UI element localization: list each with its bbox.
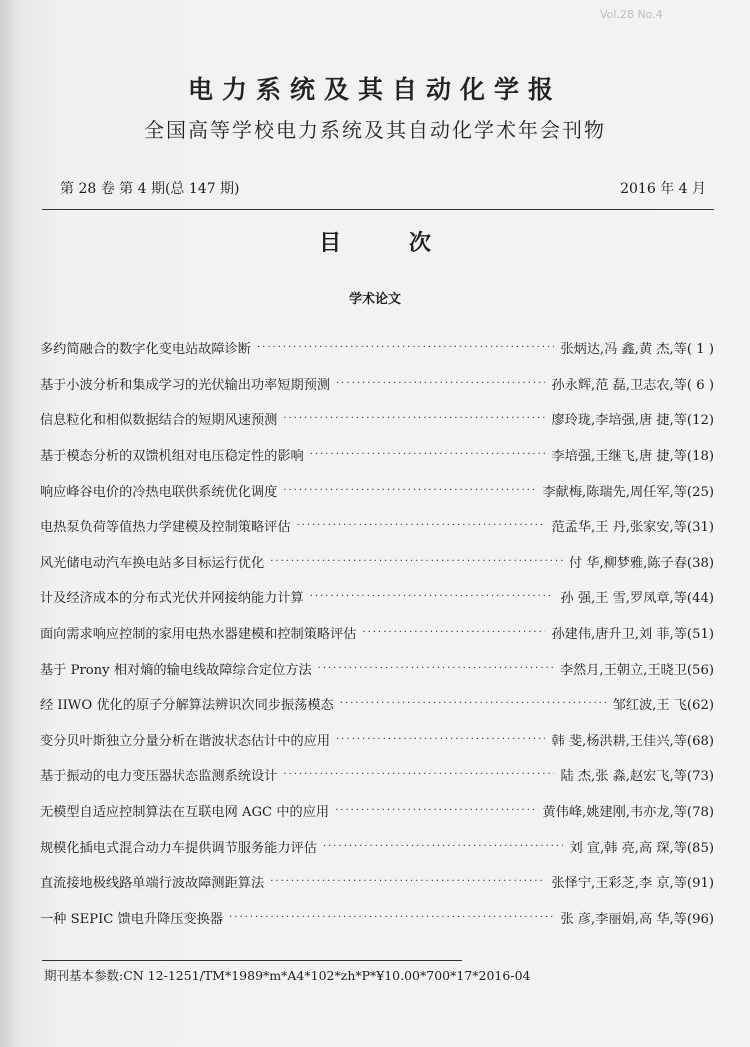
entry-authors-page: 付 华,柳梦雅,陈子春(38) (568, 555, 714, 571)
leader-dots (323, 841, 564, 852)
leader-dots (336, 378, 545, 389)
entry-title: 信息粒化和相似数据结合的短期风速预测 (40, 413, 278, 429)
toc-entry[interactable] (40, 650, 714, 686)
masthead (0, 70, 750, 143)
entry-title: 经 IIWO 优化的原子分解算法辨识次同步振荡模态 (40, 698, 334, 714)
entry-authors-page: 张炳达,冯 鑫,黄 杰,等( 1 ) (560, 342, 714, 358)
entry-title: 计及经济成本的分布式光伏并网接纳能力计算 (40, 591, 304, 607)
toc-entry[interactable] (40, 864, 714, 900)
toc-entry[interactable] (40, 437, 714, 473)
entry-authors-page: 韩 斐,杨洪耕,王佳兴,等(68) (551, 733, 714, 749)
entry-authors-page: 李培强,王继飞,唐 捷,等(18) (551, 449, 714, 465)
leader-dots (335, 805, 536, 816)
entry-authors-page: 黄伟峰,姚建刚,韦亦龙,等(78) (542, 805, 714, 821)
toc-title: 目 次 (319, 231, 461, 256)
divider (42, 209, 714, 210)
leader-dots (310, 449, 546, 460)
entry-title: 基于模态分析的双馈机组对电压稳定性的影响 (40, 449, 304, 465)
leader-dots (310, 591, 555, 602)
toc-list (40, 330, 714, 935)
entry-title: 风光储电动汽车换电站多目标运行优化 (40, 555, 265, 571)
entry-title: 规模化插电式混合动力车提供调节服务能力评估 (40, 840, 317, 856)
issue-date: 2016 年 4 月 (620, 181, 706, 197)
leader-dots (283, 413, 545, 424)
leader-dots (229, 912, 554, 923)
toc-entry[interactable] (40, 828, 714, 864)
toc-entry[interactable] (40, 508, 714, 544)
entry-authors-page: 孙建伟,唐升卫,刘 菲,等(51) (551, 627, 714, 643)
toc-entry[interactable] (40, 579, 714, 615)
leader-dots (270, 556, 563, 567)
toc-entry[interactable] (40, 686, 714, 722)
toc-entry[interactable] (40, 330, 714, 366)
entry-authors-page: 李然月,王朝立,王晓卫(56) (559, 662, 714, 678)
entry-authors-page: 范孟华,王 丹,张家安,等(31) (551, 520, 714, 536)
leader-dots (257, 342, 554, 353)
leader-dots (283, 485, 536, 496)
toc-entry[interactable] (40, 544, 714, 580)
leader-dots (340, 698, 607, 709)
toc-entry[interactable] (40, 401, 714, 437)
toc-entry[interactable] (40, 793, 714, 829)
entry-title: 电热泵负荷等值热力学建模及控制策略评估 (40, 520, 291, 536)
toc-entry[interactable] (40, 472, 714, 508)
toc-entry[interactable] (40, 615, 714, 651)
entry-authors-page: 李献梅,陈瑞先,周任军,等(25) (542, 484, 714, 500)
entry-authors-page: 孙 强,王 雪,罗凤章,等(44) (560, 591, 714, 607)
entry-authors-page: 孙永辉,范 磊,卫志农,等( 6 ) (551, 377, 714, 393)
section-heading: 学术论文 (348, 292, 401, 307)
entry-title: 基于小波分析和集成学习的光伏输出功率短期预测 (40, 377, 331, 393)
toc-entry[interactable] (40, 757, 714, 793)
entry-title: 多约简融合的数字化变电站故障诊断 (40, 342, 251, 358)
footer-divider (42, 960, 462, 961)
journal-title: 电力系统及其自动化学报 (187, 75, 562, 104)
leader-dots (297, 520, 546, 531)
entry-authors-page: 张怿宁,王彩芝,李 京,等(91) (551, 876, 714, 892)
entry-authors-page: 刘 宣,韩 亮,高 琛,等(85) (569, 840, 714, 856)
entry-title: 直流接地极线路单端行波故障测距算法 (40, 876, 265, 892)
leader-dots (363, 627, 546, 638)
entry-authors-page: 张 彦,李丽娟,高 华,等(96) (560, 911, 714, 927)
entry-authors-page: 陆 杰,张 淼,赵宏飞,等(73) (560, 769, 714, 785)
toc-entry[interactable] (40, 722, 714, 758)
entry-title: 变分贝叶斯独立分量分析在谐波状态估计中的应用 (40, 733, 331, 749)
volume-issue: 第 28 卷 第 4 期(总 147 期) (60, 181, 240, 197)
entry-authors-page: 廖玲珑,李培强,唐 捷,等(12) (551, 413, 714, 429)
entry-title: 一种 SEPIC 馈电升降压变换器 (40, 911, 224, 927)
entry-title: 面向需求响应控制的家用电热水器建模和控制策略评估 (40, 627, 357, 643)
entry-authors-page: 邹红波,王 飞(62) (612, 698, 714, 714)
leader-dots (318, 663, 554, 674)
issue-info (60, 178, 706, 198)
toc-entry[interactable] (40, 900, 714, 936)
leader-dots (283, 769, 554, 780)
leader-dots (270, 876, 545, 887)
journal-parameters: 期刊基本参数:CN 12-1251/TM*1989*m*A4*102*zh*P*¥10.00*700*17*2016-04 (44, 968, 531, 983)
bleed-through-text: Vol.28 No.4 (600, 8, 663, 21)
entry-title: 响应峰谷电价的冷热电联供系统优化调度 (40, 484, 278, 500)
leader-dots (336, 734, 545, 745)
entry-title: 基于 Prony 相对熵的输电线故障综合定位方法 (40, 662, 312, 678)
journal-subtitle: 全国高等学校电力系统及其自动化学术年会刊物 (144, 118, 606, 142)
entry-title: 基于振动的电力变压器状态监测系统设计 (40, 769, 278, 785)
entry-title: 无模型自适应控制算法在互联电网 AGC 中的应用 (40, 805, 330, 821)
toc-entry[interactable] (40, 366, 714, 402)
